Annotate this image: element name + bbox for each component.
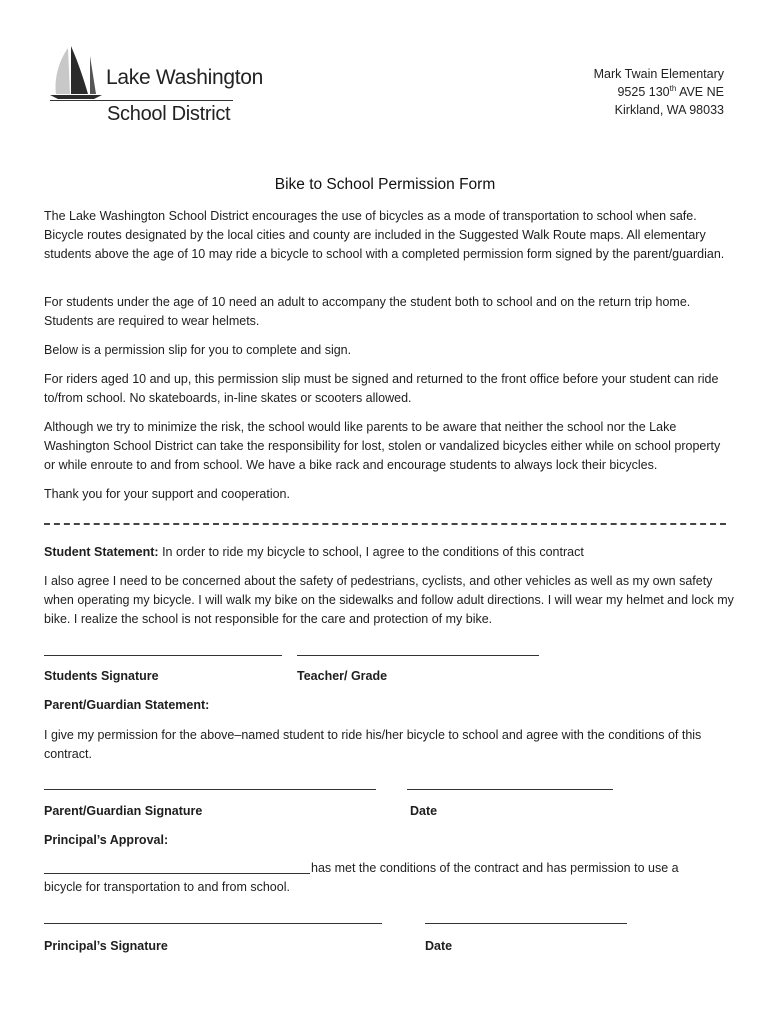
intro-paragraph-5: Although we try to minimize the risk, the school would like parents to be aware that neither the school nor the Lake Washington School District can take the responsibility for lost, stolen or vandalized bicycles either while on school property or while enroute to and from school. We have a bike rack and encourage students to always lock their bicycles. — [44, 420, 721, 472]
student-signature-label: Students Signature — [44, 669, 159, 683]
parent-date-label: Date — [410, 804, 438, 818]
intro-paragraph-6: Thank you for your support and cooperation. — [44, 487, 290, 501]
district-logo — [44, 44, 263, 134]
teacher-grade-line[interactable] — [297, 655, 539, 656]
principal-approval-label: Principal’s Approval: — [44, 833, 169, 847]
principal-date-label: Date — [425, 939, 453, 953]
school-address — [594, 65, 724, 119]
logo-text-line2: School District — [107, 103, 231, 125]
intro-paragraph-1: The Lake Washington School District encourages the use of bicycles as a mode of transportation to school when safe. Bicycle routes designated by the local cities and county are included in the Suggested Walk Route maps. All elementary students above the age of 10 may ride a bicycle to school with a completed permission form signed by the parent/guardian. — [44, 209, 725, 261]
page-title: Bike to School Permission Form — [274, 176, 496, 193]
parent-signature-label: Parent/Guardian Signature — [44, 804, 203, 818]
teacher-grade-label: Teacher/ Grade — [297, 669, 388, 683]
parent-statement-label: Parent/Guardian Statement: — [44, 698, 210, 712]
cut-line-divider — [44, 523, 726, 525]
logo-text-line1: Lake Washington — [106, 66, 263, 89]
sailboat-icon — [44, 44, 114, 104]
student-statement — [44, 543, 734, 562]
student-statement-label: Student Statement: — [44, 545, 159, 559]
principal-approval-text: has met the conditions of the contract and has permission to use a — [311, 861, 679, 875]
student-agreement: I also agree I need to be concerned about the safety of pedestrians, cyclists, and other vehicles as well as my own safety when operating my bicycle. I will walk my bike on the sidewalks and follow adult directions. I will wear my helmet and lock my bike. I realize the school is not responsible for the care and protection of my bike. — [44, 574, 734, 626]
city-state-zip: Kirkland, WA 98033 — [614, 103, 724, 117]
student-signature-line[interactable] — [44, 655, 282, 656]
logo-divider — [50, 100, 233, 101]
principal-date-line[interactable] — [425, 923, 627, 924]
principal-signature-label: Principal’s Signature — [44, 939, 168, 953]
intro-paragraph-2: For students under the age of 10 need an adult to accompany the student both to school and on the return trip home. Students are required to wear helmets. — [44, 295, 691, 328]
parent-permission-text: I give my permission for the above–named student to ride his/her bicycle to school and agree with the conditions of this contract. — [44, 728, 702, 761]
student-statement-text: In order to ride my bicycle to school, I agree to the conditions of this contract — [158, 545, 584, 559]
principal-approval-text-cont: bicycle for transportation to and from school. — [44, 880, 290, 894]
intro-paragraph-4: For riders aged 10 and up, this permission slip must be signed and returned to the front office before your student can ride to/from school. No skateboards, in-line skates or scooters allowed. — [44, 372, 719, 405]
intro-paragraph-3: Below is a permission slip for you to complete and sign. — [44, 343, 352, 357]
parent-signature-line[interactable] — [44, 789, 376, 790]
parent-date-line[interactable] — [407, 789, 613, 790]
school-name: Mark Twain Elementary — [593, 67, 724, 81]
principal-signature-line[interactable] — [44, 923, 382, 924]
student-name-line[interactable] — [44, 873, 310, 874]
street-address: 9525 130th AVE NE — [617, 83, 724, 99]
